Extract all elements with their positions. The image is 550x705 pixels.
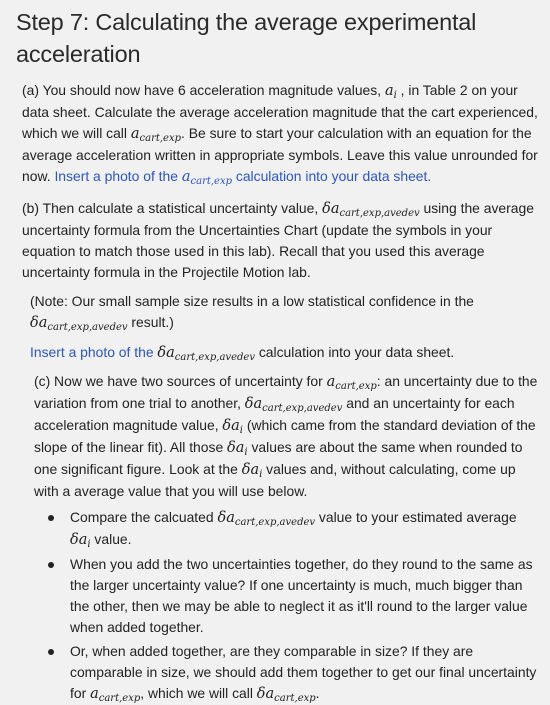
bullet-3-text-2: , which we will call (140, 685, 257, 701)
symbol-delta-a-i: $\delta a_i$ (222, 418, 243, 436)
list-item (56, 507, 540, 551)
insert-photo-instruction-a: Insert a photo of the $a_{cart,exp}$ calculation into your data sheet. (54, 168, 432, 187)
bullet-3-text-1: Or, when added together, are they comparable in size? If they are comparable in size, we should add them together to get our final uncertainty for (70, 643, 537, 701)
note-text-1: (Note: Our small sample size results in a low statistical confidence in the (30, 293, 474, 309)
symbol-delta-a-cart-exp: $\delta a_{cart,exp}$ (256, 686, 316, 704)
symbol-delta-a-avedev: $\delta a_{cart,exp,avedev}$ (157, 345, 255, 363)
paragraph-a-text-2: , in Table 2 on your data sheet. Calculate the average acceleration magnitude that the cart experienced, which we will call (22, 82, 538, 141)
paragraph-c-text-2: : an uncertainty due to the variation from one trial to another, (34, 373, 538, 411)
symbol-a-i: $a_i$ (384, 83, 397, 101)
paragraph-a-text-3: . Be sure to start your calculation with an equation for the average acceleration written in appropriate symbols. Leave this value unrounded for now. (22, 125, 538, 184)
paragraph-a (16, 80, 540, 188)
insert-photo-paragraph-b (16, 342, 540, 364)
paragraph-b-text-1: (b) Then calculate a statistical uncertainty value, (22, 200, 323, 216)
symbol-delta-a-i: $\delta a_i$ (70, 532, 91, 550)
bullet-3-text-3: . (315, 685, 320, 701)
bullet-1-text-1: Compare the calcuated (70, 509, 218, 525)
bullet-2-text: When you add the two uncertainties together, do they round to the same as the larger uncertainty value? If one uncertainty is much, much bigger than the other, then we may be able to neglect it as it'll round to the larger value when added together. (70, 556, 533, 635)
symbol-delta-a-avedev: $\delta a_{cart,exp,avedev}$ (244, 396, 343, 414)
symbol-delta-a-avedev: $\delta a_{cart,exp,avedev}$ (30, 315, 128, 333)
list-item (56, 641, 540, 705)
page-title: Step 7: Calculating the average experimental acceleration (16, 9, 477, 67)
paragraph-c-text-3: and an uncertainty for each acceleration magnitude value, (34, 395, 515, 433)
symbol-a-cart-exp: $a_{cart,exp}$ (326, 374, 377, 392)
symbol-delta-a-i: $\delta a_i$ (241, 462, 263, 480)
bullet-1-text-3: value. (90, 531, 132, 547)
bullet-list (16, 507, 540, 705)
bullet-dot-icon (48, 562, 54, 568)
symbol-delta-a-avedev: $\delta a_{cart,exp,avedev}$ (322, 201, 420, 219)
note-paragraph (16, 291, 540, 334)
paragraph-c-text-4: (which came from the standard deviation of the slope of the linear fit). All those (34, 417, 536, 455)
paragraph-c-text-5: values are about the same when rounded to one significant figure. Look at the (34, 439, 523, 477)
bullet-dot-icon (48, 515, 54, 521)
bullet-dot-icon (48, 649, 54, 655)
insert-photo-instruction-b: Insert a photo of the (30, 344, 158, 360)
list-item (56, 554, 540, 638)
note-text-2: result.) (127, 314, 174, 330)
paragraph-c (16, 371, 540, 502)
paragraph-a-text-1: (a) You should now have 6 acceleration magnitude values, (22, 82, 385, 98)
paragraph-b (16, 198, 540, 283)
symbol-delta-a-i: $\delta a_i$ (227, 440, 248, 458)
symbol-a-cart-exp: $a_{cart,exp}$ (181, 169, 233, 187)
insert-photo-text-b: calculation into your data sheet. (254, 344, 455, 360)
symbol-delta-a-avedev: $\delta a_{cart,exp,avedev}$ (217, 510, 316, 528)
paragraph-b-text-2: using the average uncertainty formula from the Uncertainties Chart (update the symbols in your equation to match those used in this lab). Recall that you used this average uncertainty formula in the Projectile Motion lab. (22, 200, 534, 280)
paragraph-c-text-1: (c) Now we have two sources of uncertainty for (34, 373, 327, 389)
bullet-1-text-2: value to your estimated average (315, 509, 517, 525)
symbol-a-cart-exp: $a_{cart,exp}$ (90, 686, 141, 704)
paragraph-c-text-6: values and, without calculating, come up with a average value that you will use below. (34, 461, 516, 499)
symbol-a-cart-exp: $a_{cart,exp}$ (130, 126, 181, 144)
